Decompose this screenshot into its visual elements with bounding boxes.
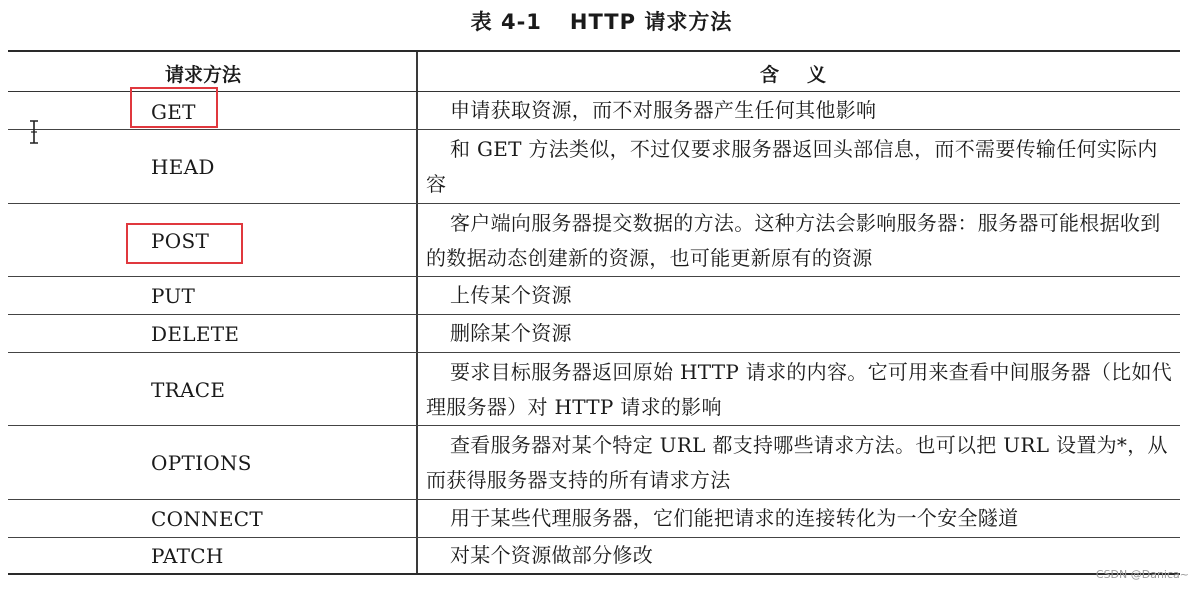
method-cell: CONNECT <box>151 507 264 531</box>
meaning-cell: 用于某些代理服务器，它们能把请求的连接转化为一个安全隧道 <box>450 506 1019 530</box>
header-method: 请求方法 <box>165 64 242 86</box>
table-title: HTTP 请求方法 <box>569 10 733 34</box>
table-number: 表 4-1 <box>470 10 542 34</box>
meaning-cell: 查看服务器对某个特定 URL 都支持哪些请求方法。也可以把 URL 设置为*，从而获得服务器支持的所有请求方法 <box>426 433 1168 492</box>
method-cell: POST <box>151 229 210 253</box>
table-row-head <box>8 130 1180 204</box>
text-cursor-icon <box>28 120 40 144</box>
method-cell: DELETE <box>151 322 240 346</box>
table-row-trace <box>8 353 1180 426</box>
meaning-cell: 要求目标服务器返回原始 HTTP 请求的内容。它可用来查看中间服务器（比如代理服务器）对 HTTP 请求的影响 <box>426 360 1173 419</box>
table-row-put <box>8 277 1180 315</box>
method-cell: TRACE <box>151 378 226 402</box>
meaning-cell: 和 GET 方法类似，不过仅要求服务器返回头部信息，而不需要传输任何实际内容 <box>426 137 1158 196</box>
method-cell: PATCH <box>151 544 224 568</box>
table-header-row <box>8 52 1180 92</box>
header-meaning: 含义 <box>760 64 855 86</box>
table-row-patch <box>8 538 1180 575</box>
meaning-cell: 申请获取资源，而不对服务器产生任何其他影响 <box>450 98 877 122</box>
watermark: CSDN @Danica~ <box>1095 568 1189 581</box>
http-methods-table <box>8 50 1180 575</box>
meaning-cell: 上传某个资源 <box>450 283 572 307</box>
method-cell: GET <box>151 100 196 124</box>
post-highlight-box <box>126 223 243 264</box>
table-caption <box>0 6 1203 36</box>
meaning-cell: 对某个资源做部分修改 <box>450 543 653 567</box>
method-cell: OPTIONS <box>151 451 252 475</box>
method-cell: HEAD <box>151 155 215 179</box>
get-highlight-box <box>130 87 218 128</box>
meaning-cell: 客户端向服务器提交数据的方法。这种方法会影响服务器：服务器可能根据收到的数据动态创建新的资源，也可能更新原有的资源 <box>426 211 1161 270</box>
table-row-delete <box>8 315 1180 353</box>
table-row-options <box>8 426 1180 500</box>
method-cell: PUT <box>151 284 196 308</box>
table-row-connect <box>8 500 1180 538</box>
meaning-cell: 删除某个资源 <box>450 321 572 345</box>
